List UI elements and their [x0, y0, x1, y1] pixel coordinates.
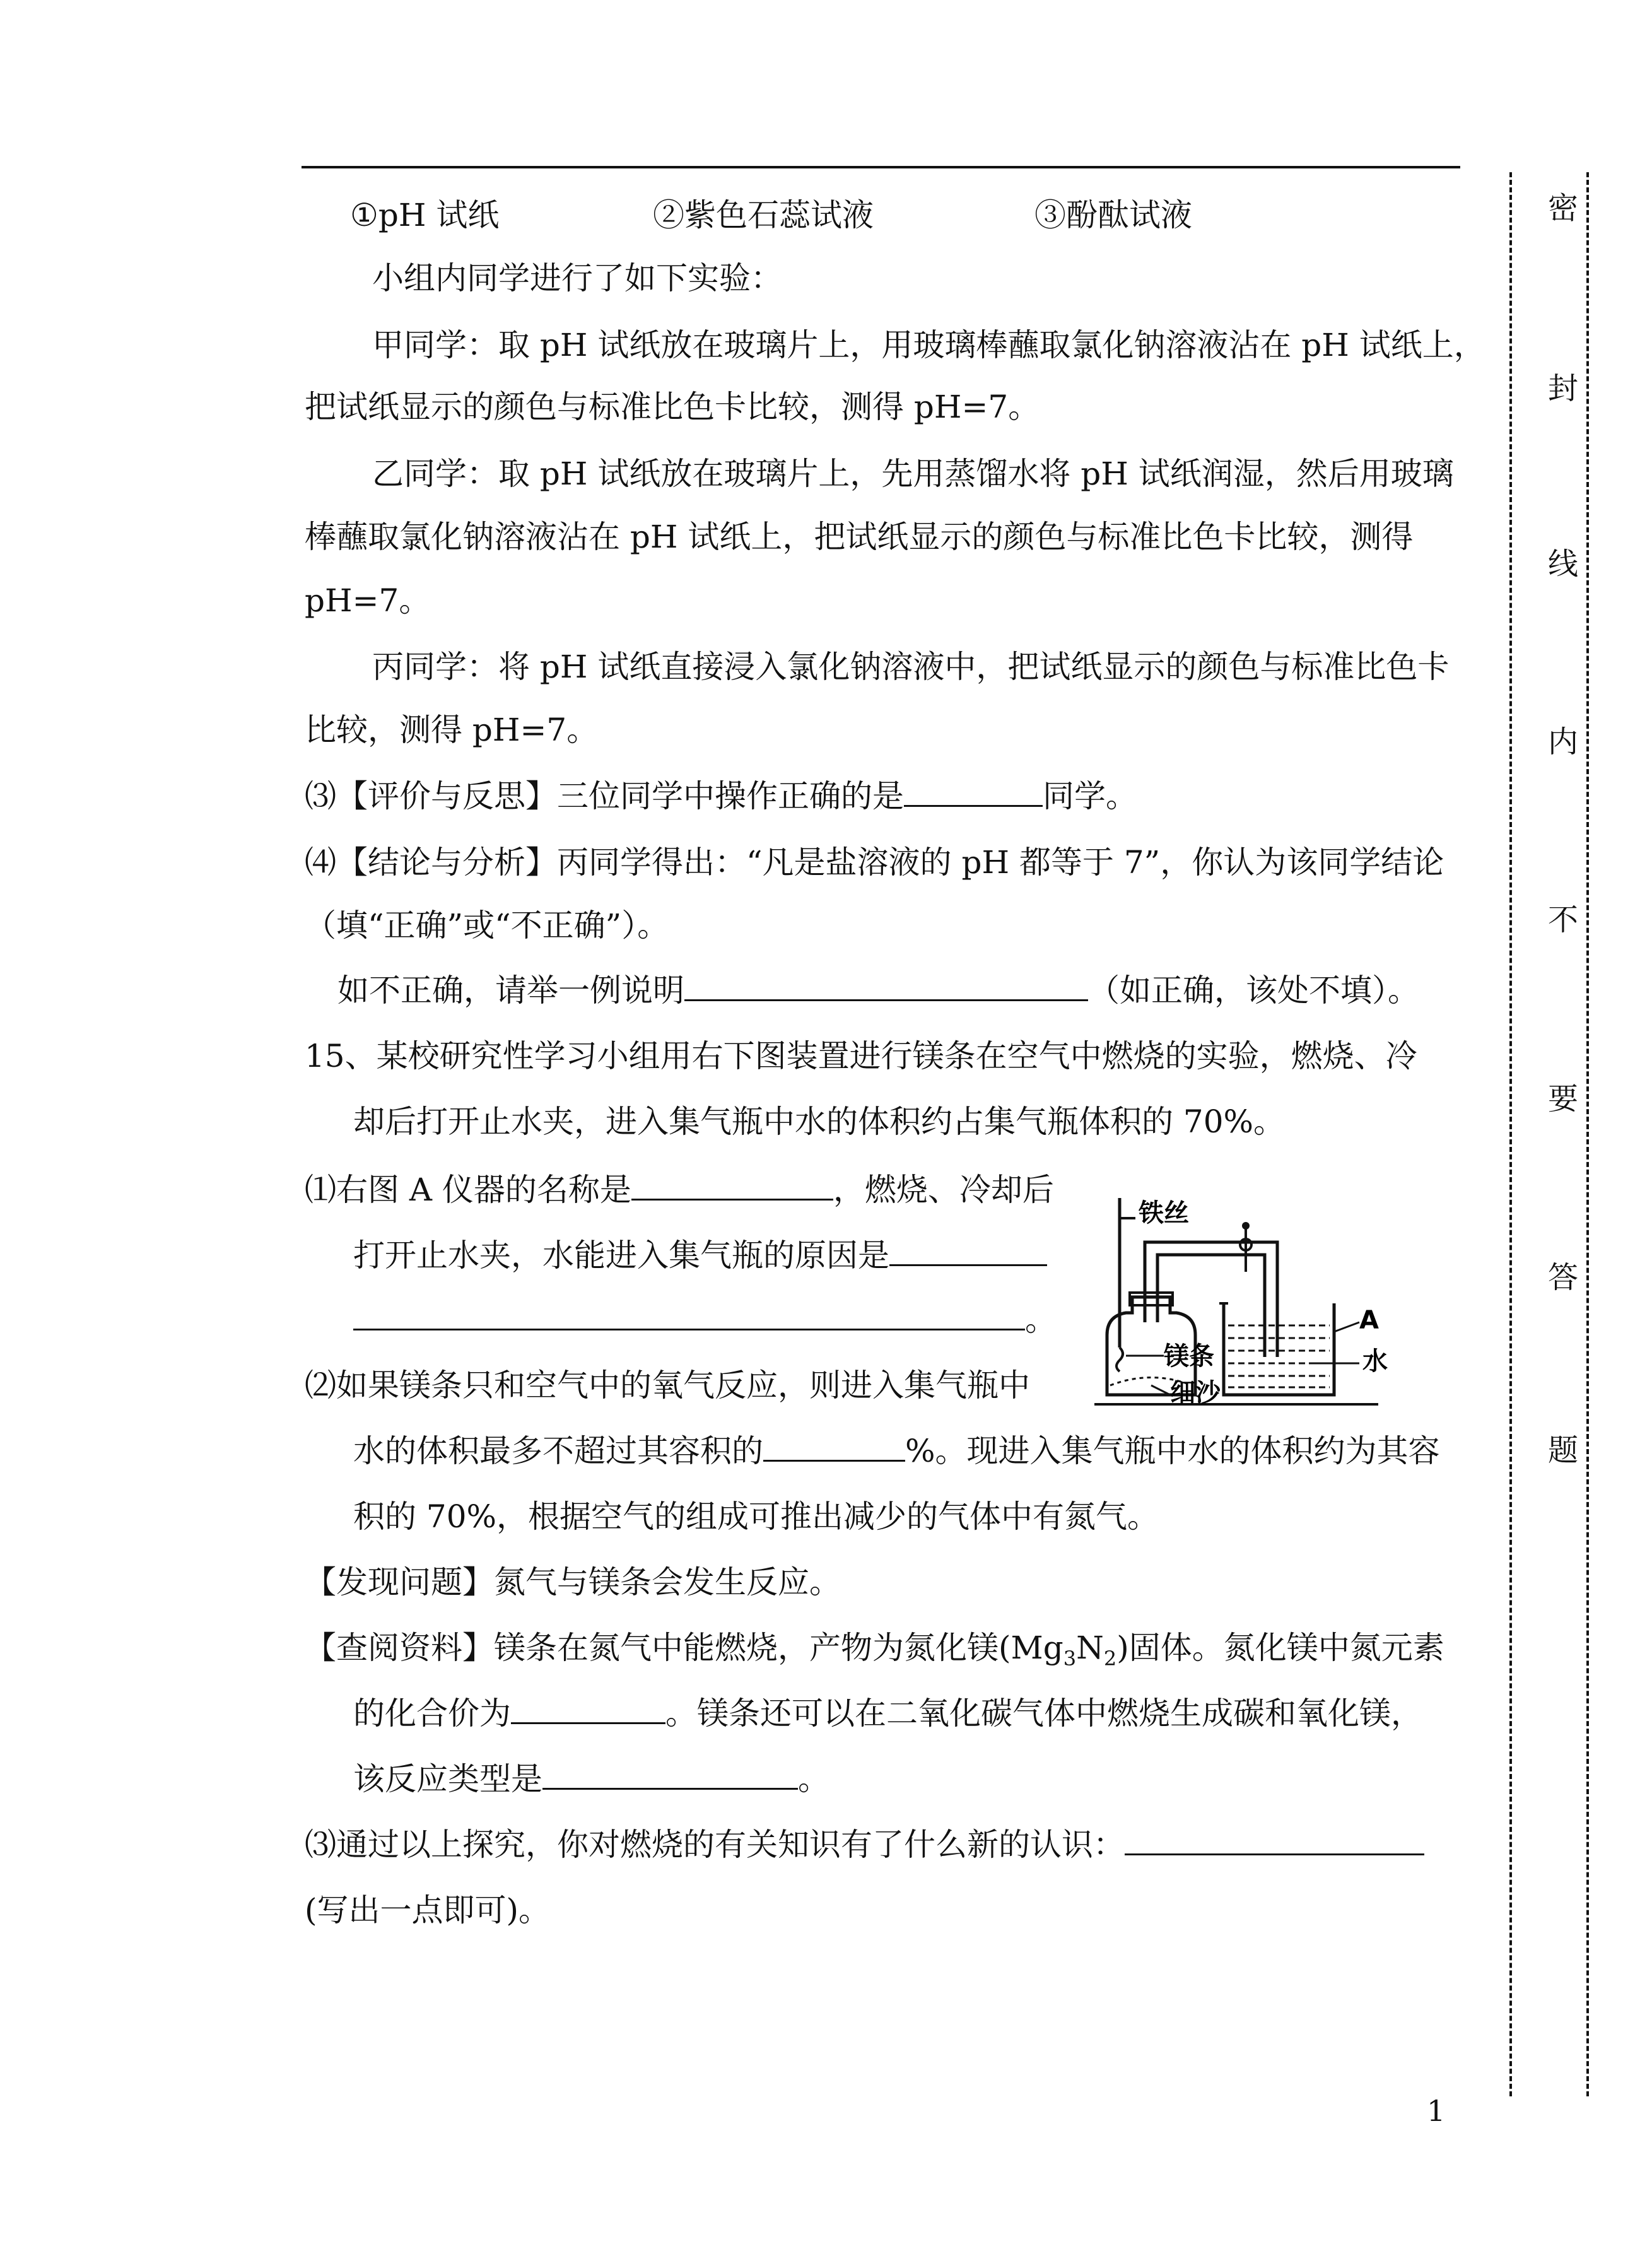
- seal-char-6: 要: [1547, 1081, 1578, 1117]
- answer-blank-percentage[interactable]: [763, 1433, 905, 1462]
- part-1-reason-text: 打开止水夹，水能进入集气瓶的原因是: [353, 1237, 889, 1274]
- label-iron-wire: 铁丝: [1139, 1199, 1189, 1228]
- part-2-line-2: [353, 1432, 1440, 1470]
- group-intro: 小组内同学进行了如下实验：: [372, 260, 782, 297]
- part-1-line-2: [353, 1236, 1047, 1274]
- seal-dashed-line-left: [1509, 172, 1512, 2096]
- yi-line-3: pH=7。: [305, 582, 431, 619]
- header-rule: [302, 166, 1460, 168]
- question-15-line-1: 15、某校研究性学习小组用右下图装置进行镁条在空气中燃烧的实验，燃烧、冷: [305, 1038, 1417, 1074]
- seal-char-3: 线: [1547, 546, 1578, 582]
- part-2-line-1: ⑵如果镁条只和空气中的氧气反应，则进入集气瓶中: [305, 1367, 1030, 1404]
- seal-dashed-line-right: [1586, 172, 1589, 2096]
- question-3-prefix: ⑶【评价与反思】三位同学中操作正确的是: [305, 778, 904, 814]
- lookup-line-2: [353, 1694, 1422, 1732]
- lookup-n: N: [1076, 1630, 1104, 1666]
- part-1-prefix: ⑴右图 A 仪器的名称是: [305, 1172, 631, 1208]
- answer-blank-example[interactable]: [684, 973, 1088, 1001]
- option-ph-paper: ①pH 试纸: [350, 197, 500, 233]
- jia-line-1: 甲同学：取 pH 试纸放在玻璃片上，用玻璃棒蘸取氯化钠溶液沾在 pH 试纸上，: [372, 327, 1485, 363]
- reaction-type-prefix: 该反应类型是: [353, 1761, 542, 1797]
- part-2-line-3: 积的 70%，根据空气的组成可推出减少的气体中有氮气。: [353, 1498, 1159, 1535]
- seal-char-5: 不: [1547, 902, 1578, 937]
- apparatus-figure: [1082, 1193, 1410, 1436]
- question-3-suffix: 同学。: [1043, 778, 1137, 814]
- lookup-line-3: [353, 1760, 829, 1798]
- label-water: 水: [1362, 1347, 1388, 1376]
- answer-blank-new-understanding[interactable]: [1125, 1827, 1424, 1855]
- part-2-suffix: %。现进入集气瓶中水的体积约为其容: [905, 1433, 1440, 1469]
- part-1-end: 。: [1025, 1301, 1057, 1338]
- part-1-suffix: ，燃烧、冷却后: [833, 1172, 1054, 1208]
- part-1-line-1: [305, 1171, 1054, 1209]
- question-4-line-2: （填“正确”或“不正确”）。: [305, 907, 669, 944]
- question-4-example-suffix: （如正确，该处不填）。: [1088, 972, 1419, 1009]
- label-sand: 细沙: [1170, 1378, 1221, 1407]
- answer-blank-instrument-name[interactable]: [631, 1172, 833, 1201]
- answer-blank-valence[interactable]: [511, 1696, 665, 1724]
- yi-line-2: 棒蘸取氯化钠溶液沾在 pH 试纸上，把试纸显示的颜色与标准比色卡比较，测得: [305, 519, 1414, 555]
- question-4-example-prefix: 如不正确，请举一例说明: [337, 972, 684, 1009]
- part-2-prefix: 水的体积最多不超过其容积的: [353, 1433, 763, 1469]
- question-4-line-3: [337, 972, 1419, 1009]
- question-4-line-1: ⑷【结论与分析】丙同学得出：“凡是盐溶液的 pH 都等于 7”，你认为该同学结论: [305, 844, 1444, 881]
- label-magnesium: 镁条: [1164, 1342, 1214, 1371]
- question-15-line-2: 却后打开止水夹，进入集气瓶中水的体积约占集气瓶体积的 70%。: [353, 1103, 1286, 1140]
- question-3: [305, 777, 1137, 815]
- jia-line-2: 把试纸显示的颜色与标准比色卡比较，测得 pH=7。: [305, 389, 1040, 425]
- lookup-valence-prefix: 的化合价为: [353, 1695, 511, 1732]
- part-3-line-1: [305, 1826, 1424, 1864]
- seal-char-4: 内: [1547, 724, 1578, 760]
- lookup-valence-suffix: 。镁条还可以在二氧化碳气体中燃烧生成碳和氧化镁，: [665, 1695, 1422, 1732]
- lookup-sub-3: 3: [1063, 1647, 1077, 1671]
- apparatus-diagram: [1082, 1193, 1410, 1436]
- seal-char-2: 封: [1547, 371, 1578, 406]
- seal-char-1: 密: [1547, 191, 1578, 226]
- page-number: 1: [1427, 2094, 1446, 2128]
- lookup-line-1: [305, 1629, 1444, 1677]
- option-litmus: ②紫色石蕊试液: [653, 197, 874, 233]
- seal-char-7: 答: [1547, 1260, 1578, 1295]
- seal-char-8: 题: [1547, 1433, 1578, 1468]
- part-3-prompt: ⑶通过以上探究，你对燃烧的有关知识有了什么新的认识：: [305, 1826, 1125, 1863]
- label-a: A: [1359, 1306, 1379, 1335]
- answer-blank-correct-student[interactable]: [904, 778, 1043, 807]
- bing-line-2: 比较，测得 pH=7。: [305, 712, 599, 748]
- part-3-line-2: (写出一点即可)。: [305, 1892, 551, 1929]
- discover-problem: 【发现问题】氮气与镁条会发生反应。: [305, 1564, 841, 1600]
- answer-blank-reason-start[interactable]: [889, 1238, 1047, 1266]
- answer-blank-reason-cont[interactable]: [353, 1302, 1025, 1330]
- lookup-text-a: 【查阅资料】镁条在氮气中能燃烧，产物为氮化镁(Mg: [305, 1630, 1063, 1666]
- lookup-text-b: )固体。氮化镁中氮元素: [1116, 1630, 1444, 1666]
- part-1-line-3: [353, 1301, 1057, 1339]
- option-phenolphthalein: ③酚酞试液: [1034, 197, 1192, 233]
- reaction-type-suffix: 。: [798, 1761, 829, 1797]
- answer-blank-reaction-type[interactable]: [542, 1761, 798, 1790]
- yi-line-1: 乙同学：取 pH 试纸放在玻璃片上，先用蒸馏水将 pH 试纸润湿，然后用玻璃: [372, 455, 1454, 492]
- lookup-sub-2: 2: [1103, 1647, 1117, 1671]
- bing-line-1: 丙同学：将 pH 试纸直接浸入氯化钠溶液中，把试纸显示的颜色与标准比色卡: [372, 649, 1450, 685]
